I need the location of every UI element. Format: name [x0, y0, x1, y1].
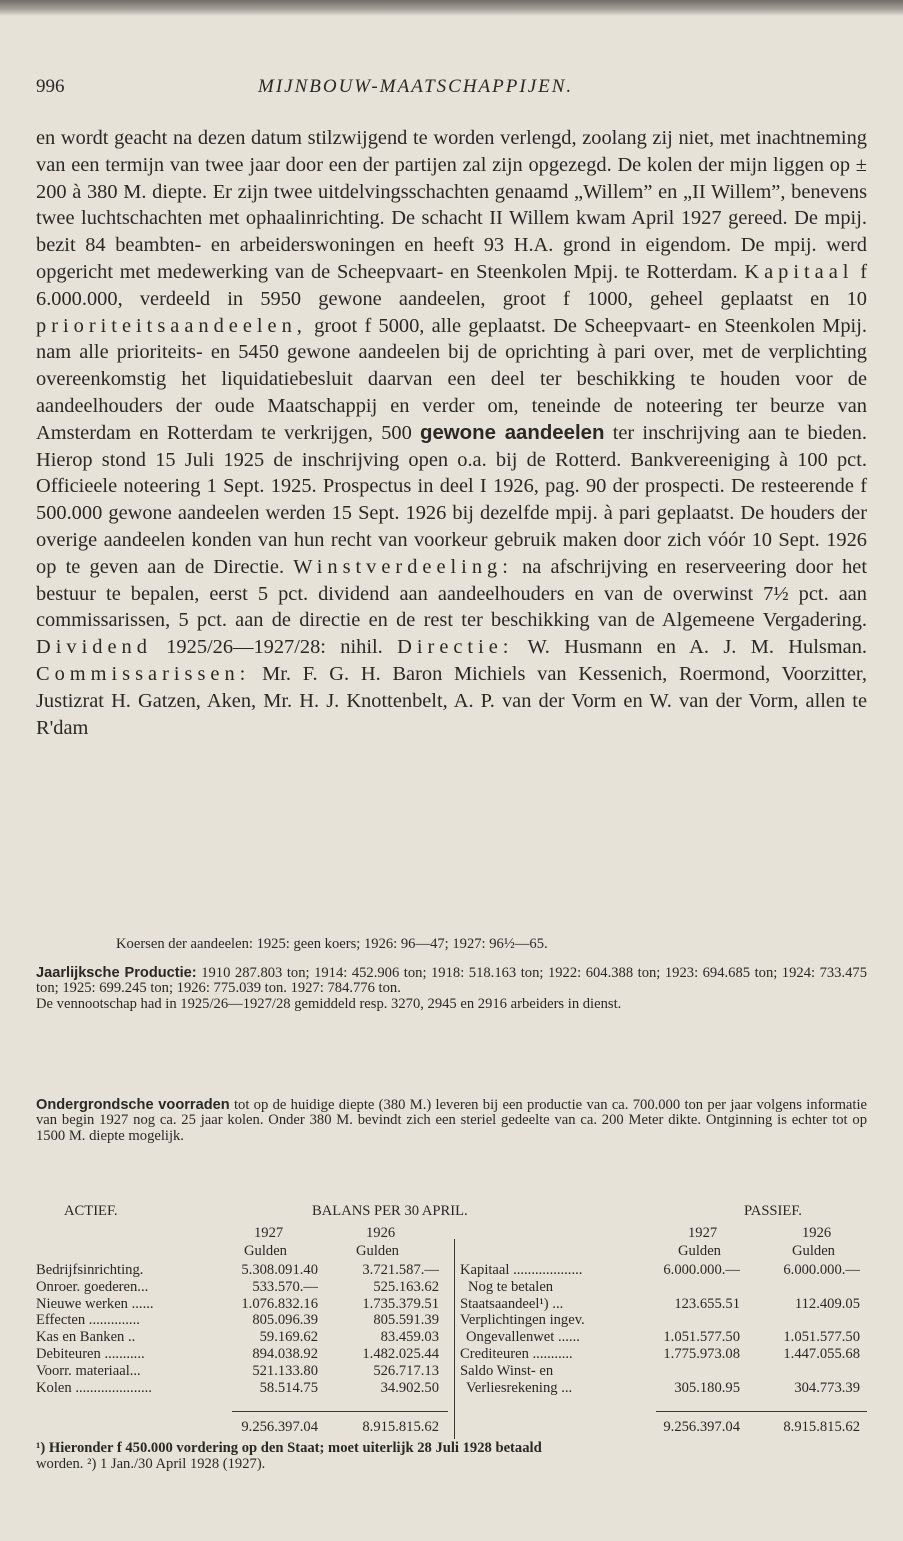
table-cell: 1.775.973.08: [663, 1345, 740, 1362]
table-row-label: Kolen .....................: [36, 1379, 152, 1396]
table-cell: 805.096.39: [252, 1312, 318, 1329]
column-divider: [454, 1239, 455, 1439]
table-row-label: Debiteuren ...........: [36, 1345, 145, 1362]
table-cell: [783, 1312, 860, 1329]
unit-header: Gulden: [356, 1243, 399, 1259]
year-header: 1927: [254, 1225, 284, 1241]
table-cell: 305.180.95: [674, 1379, 740, 1396]
table-row-label: Kas en Banken ..: [36, 1329, 136, 1346]
footnote-line: worden. ²) 1 Jan./30 April 1928 (1927).: [36, 1456, 266, 1472]
text-part: W. Husmann en A. J. M. Hulsman.: [527, 636, 867, 659]
table-cell: [663, 1363, 740, 1380]
table-cell: 6.000.000.—: [783, 1262, 860, 1278]
balance-sheet: [36, 1203, 867, 1473]
text-part: groot f 5000, alle geplaatst. De Scheepvaart- en Steenkolen Mpij. nam alle prioriteits- en 5450 gewone aandeelen bij de oprichting à pari over, met de verplichting overeenkomstig het liquidatiebesluit daarvan een deel ter beschikking te houden voor de aandeelhouders der oude Maatschappij en verder om, teneinde de noteering ter beurze van Amsterdam en Rotterdam te verkrijgen, 500: [36, 314, 867, 444]
table-cell: 5.308.091.40: [241, 1262, 318, 1278]
gewone-aandeelen-label: gewone aandeelen: [420, 421, 605, 444]
winstverdeeling-label: Winstverdeeling:: [293, 555, 513, 578]
commissarissen-label: Commissarissen:: [36, 662, 251, 685]
table-cell: [783, 1279, 860, 1296]
actief-header: ACTIEF.: [64, 1203, 118, 1219]
table-cell: 1.051.577.50: [783, 1329, 860, 1346]
passief-header: PASSIEF.: [744, 1203, 802, 1219]
table-cell: 59.169.62: [259, 1329, 318, 1346]
passief-1927-values: [663, 1262, 740, 1396]
productie-text: 1910 287.803 ton; 1914: 452.906 ton; 1918: 518.163 ton; 1922: 604.388 ton; 1923: 694.685 ton; 1924: 733.475 ton; 1925: 699.245 ton; 1926: 775.039 ton. 1927: 784.776 ton.: [36, 965, 867, 997]
footnotes: [36, 1440, 867, 1472]
table-cell: 3.721.587.—: [362, 1262, 439, 1278]
year-header: 1926: [366, 1225, 396, 1241]
koersen-line: Koersen der aandeelen: 1925: geen koers; 1926: 96—47; 1927: 96½—65.: [116, 936, 548, 952]
unit-header: Gulden: [244, 1243, 287, 1259]
table-cell: [783, 1363, 860, 1380]
footnote-line: ¹) Hieronder f 450.000 vordering op den Staat; moet uiterlijk 28 Juli 1928 betaald: [36, 1440, 542, 1456]
table-cell: 6.000.000.—: [663, 1262, 740, 1278]
table-row-label: Kapitaal ...................: [460, 1262, 583, 1278]
table-cell: 521.133.80: [252, 1362, 318, 1379]
passief-total-1927: 9.256.397.04: [663, 1419, 740, 1435]
company-description: [36, 125, 867, 741]
voorraden-paragraph: [36, 1098, 867, 1144]
text-part: 1925/26—1927/28: nihil.: [166, 636, 383, 659]
table-cell: 83.459.03: [380, 1329, 439, 1346]
total-rule: [656, 1411, 867, 1412]
actief-total-1926: 8.915.815.62: [362, 1419, 439, 1435]
table-row-label: Verplichtingen ingev.: [460, 1312, 585, 1329]
arbeiders-text: De vennootschap had in 1925/26—1927/28 gemiddeld resp. 3270, 2945 en 2916 arbeiders in dienst.: [36, 995, 622, 1012]
directie-label: Directie:: [397, 636, 514, 659]
passief-labels: [460, 1262, 585, 1396]
page-number: 996: [36, 76, 65, 97]
text-part: f 6.000.000, verdeeld in 5950 gewone aandeelen, groot f 1000, geheel geplaatst en 10: [36, 260, 867, 310]
dividend-label: Dividend: [36, 636, 152, 659]
table-cell: 112.409.05: [794, 1295, 860, 1312]
actief-1926-values: [362, 1262, 439, 1396]
passief-total-1926: 8.915.815.62: [783, 1419, 860, 1435]
page-header: [36, 76, 867, 104]
table-cell: 34.902.50: [380, 1379, 439, 1396]
text-part: ter inschrijving aan te bieden. Hierop stond 15 Juli 1925 de inschrijving open o.a. bij de Rotterd. Bankvereeniging à 100 pct. Officieele noteering 1 Sept. 1925. Prospectus in deel I 1926, pag. 90 der prospecti. De resteerende f 500.000 gewone aandeelen werden 15 Sept. 1926 bij dezelfde mpij. à pari geplaatst. De houders der overige aandeelen konden van hun recht van voorkeur gebruik maken door zich vóór 10 Sept. 1926 op te geven aan de Directie.: [36, 421, 867, 578]
table-cell: [663, 1279, 740, 1296]
kapitaal-label: Kapitaal: [744, 260, 854, 283]
text-part: en wordt geacht na dezen datum stilzwijgend te worden verlengd, zoolang zij niet, met inachtneming van een termijn van twee jaar door een der partijen zal zijn opgezegd. De kolen der mijn liggen op ± 200 à 380 M. diepte. Er zijn twee uitdelvingsschachten genaamd „Willem” en „II Willem”, benevens twee luchtschachten met ophaalinrichting. De schacht II Willem kwam April 1927 gereed. De mpij. bezit 84 beambten- en arbeiderswoningen en heeft 93 H.A. grond in eigendom. De mpij. werd opgericht met medewerking van de Scheepvaart- en Steenkolen Mpij. te Rotterdam.: [36, 127, 867, 283]
table-cell: 58.514.75: [259, 1379, 318, 1396]
unit-header: Gulden: [792, 1243, 835, 1259]
voorraden-text: tot op de huidige diepte (380 M.) leveren bij een productie van ca. 700.000 ton per jaar volgens informatie van begin 1927 nog ca. 25 jaar kolen. Onder 380 M. bevindt zich een steriel gedeelte van ca. 200 Meter dikte. Ontginning is echter tot op 1500 M. diepte mogelijk.: [36, 1097, 867, 1144]
table-cell: [663, 1312, 740, 1329]
table-cell: 533.570.—: [252, 1278, 318, 1295]
voorraden-label: Ondergrondsche voorraden: [36, 1097, 230, 1113]
table-row-label: Onroer. goederen...: [36, 1278, 149, 1295]
total-rule: [232, 1411, 448, 1412]
prioriteits-label: prioriteitsaandeelen,: [36, 314, 307, 337]
table-cell: 1.051.577.50: [663, 1329, 740, 1346]
table-row-label: Verliesrekening ...: [466, 1379, 573, 1396]
productie-paragraph: [36, 966, 867, 1012]
table-row-label: Saldo Winst- en: [460, 1362, 554, 1379]
passief-1926-values: [783, 1262, 860, 1396]
table-cell: 304.773.39: [794, 1379, 860, 1396]
year-header: 1927: [688, 1225, 718, 1241]
table-row-label: Staatsaandeel¹) ...: [460, 1295, 564, 1312]
balance-title: BALANS PER 30 APRIL.: [312, 1203, 468, 1219]
year-header: 1926: [802, 1225, 832, 1241]
unit-header: Gulden: [678, 1243, 721, 1259]
table-cell: 1.447.055.68: [783, 1345, 860, 1362]
table-cell: 894.038.92: [252, 1345, 318, 1362]
table-cell: 123.655.51: [674, 1295, 740, 1312]
table-cell: 805.591.39: [373, 1312, 439, 1329]
table-cell: 1.076.832.16: [241, 1295, 318, 1312]
table-row-label: Ongevallenwet ......: [466, 1329, 580, 1346]
table-row-label: Nog te betalen: [468, 1278, 554, 1295]
table-cell: 525.163.62: [373, 1278, 439, 1295]
actief-1927-values: [241, 1262, 318, 1396]
table-row-label: Nieuwe werken ......: [36, 1295, 154, 1312]
table-row-label: Voorr. materiaal...: [36, 1362, 141, 1379]
running-title: MIJNBOUW-MAATSCHAPPIJEN.: [258, 76, 574, 97]
table-row-label: Bedrijfsinrichting.: [36, 1262, 144, 1278]
table-cell: 1.735.379.51: [362, 1295, 439, 1312]
actief-total-1927: 9.256.397.04: [241, 1419, 318, 1435]
table-cell: 1.482.025.44: [362, 1345, 439, 1362]
table-cell: 526.717.13: [373, 1362, 439, 1379]
actief-labels: [36, 1262, 154, 1396]
text-part: na afschrijving en reserveering door het bestuur te bepalen, eerst 5 pct. dividend aan aandeelhouders en van de overwinst 7½ pct. aan commissarissen, 5 pct. aan de directie en de rest ter beschikking van de Algemeene Vergadering.: [36, 555, 867, 632]
text-part: Mr. F. G. H. Baron Michiels van Kessenich, Roermond, Voorzitter, Justizrat H. Gatzen, Aken, Mr. H. J. Knottenbelt, A. P. van der Vorm en W. van der Vorm, allen te R'dam: [36, 662, 867, 739]
productie-label: Jaarlijksche Productie:: [36, 965, 197, 981]
table-row-label: Effecten ..............: [36, 1312, 140, 1329]
table-row-label: Crediteuren ...........: [460, 1345, 573, 1362]
